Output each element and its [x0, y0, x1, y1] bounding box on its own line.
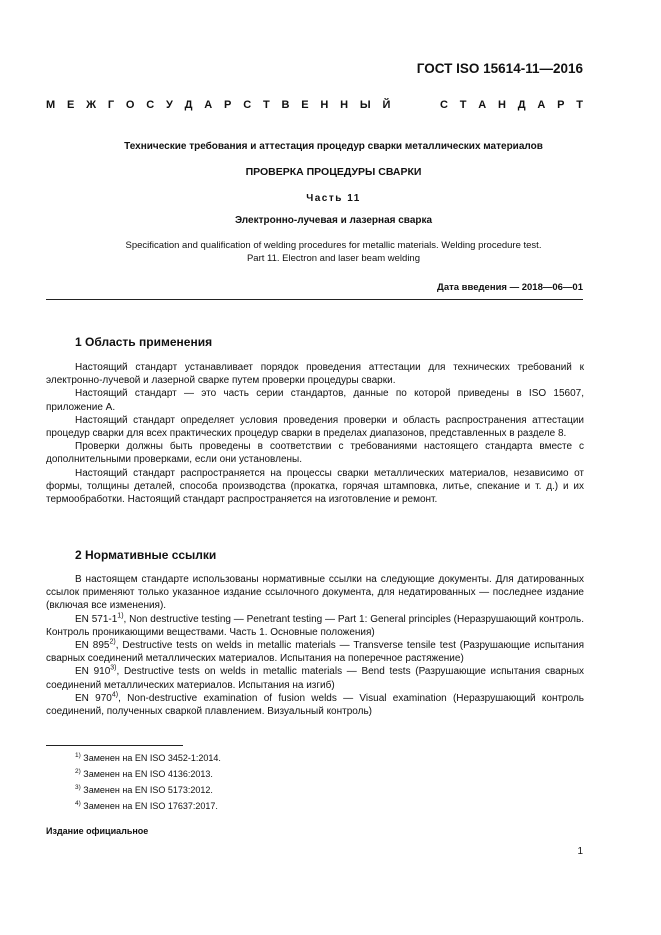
footnote-text: Заменен на EN ISO 5173:2012. [80, 785, 213, 795]
banner-letter: Т [459, 99, 467, 111]
footnote-mark: 4) [75, 800, 81, 807]
footnote-mark: 2) [75, 768, 81, 775]
banner-letter: С [243, 99, 252, 111]
standard-type-banner [46, 99, 583, 111]
paragraph: Настоящий стандарт — это часть серии стандартов, данные по которой приведены в ISO 15607, приложение А. [46, 388, 584, 413]
banner-letter: Р [224, 99, 232, 111]
footnote-mark: 1) [117, 612, 124, 620]
banner-letter: Р [557, 99, 565, 111]
header-divider [46, 299, 583, 300]
title-line-main: ПРОВЕРКА ПРОЦЕДУРЫ СВАРКИ [245, 166, 422, 178]
english-title-line1: Specification and qualification of welding procedures for metallic materials. Welding procedure test. [125, 240, 542, 251]
footnote [75, 766, 221, 782]
footnote-mark: 3) [110, 665, 117, 673]
paragraph: Проверки должны быть проведены в соответствии с требованиями настоящего стандарта вместе с дополнительными проверками, если они установлены. [46, 441, 584, 466]
section1-heading: 1 Область применения [75, 335, 213, 349]
title-line-general: Технические требования и аттестация процедур сварки металлических материалов [124, 141, 543, 152]
banner-letter: У [166, 99, 173, 111]
section2-body [46, 573, 584, 718]
footnote [75, 798, 221, 814]
reference-text: , Non-destructive examination of fusion welds — Visual examination (Неразрушающий контроль соединений, полученных сваркой плавлением. Визуальный контроль) [46, 692, 585, 718]
reference-text: , Non destructive testing — Penetrant testing — Part 1: General principles (Неразрушающий контроль. Контроль проникающими веществами. Часть 1. Основные положения) [46, 613, 584, 638]
title-part-number: Часть 11 [306, 193, 361, 204]
banner-letter: С [146, 99, 155, 111]
banner-letter: Т [576, 99, 583, 111]
reference-code: EN 970 [75, 692, 112, 704]
banner-letter: Ы [359, 99, 371, 111]
footnotes [75, 750, 221, 814]
reference-entry [46, 639, 584, 665]
reference-entry [46, 665, 584, 691]
banner-letter: А [537, 99, 546, 111]
footnote [75, 782, 221, 798]
reference-code: EN 910 [75, 666, 111, 678]
banner-letter: Д [517, 99, 526, 111]
banner-letter: Г [107, 99, 115, 111]
document-code: ГОСТ ISO 15614-11—2016 [416, 61, 583, 76]
reference-entry [46, 613, 584, 639]
banner-letter: В [281, 99, 290, 111]
reference-text: , Destructive tests on welds in metallic materials — Bend tests (Разрушающие испытания сварных соединений металлических материалов. Испытания на изгиб) [46, 666, 585, 691]
reference-code: EN 895 [75, 640, 110, 652]
footnote-divider [46, 745, 183, 746]
footnote-text: Заменен на EN ISO 3452-1:2014. [80, 753, 221, 763]
banner-letter: Н [320, 99, 329, 111]
paragraph: Настоящий стандарт устанавливает порядок проведения аттестации для технических требований к электронно-лучевой и лазерной сварке путем проверки процедуры сварки. [46, 362, 584, 387]
footnote-text: Заменен на EN ISO 17637:2017. [80, 801, 218, 811]
banner-letter: С [439, 99, 448, 111]
banner-letter: А [478, 99, 487, 111]
section1-body [46, 361, 584, 506]
footnote-mark: 1) [75, 752, 81, 759]
banner-letter: Е [66, 99, 75, 111]
edition-label: Издание официальное [46, 826, 149, 836]
banner-letter: А [204, 99, 213, 111]
banner-letter: Н [340, 99, 349, 111]
paragraph: В настоящем стандарте использованы нормативные ссылки на следующие документы. Для датированных ссылок применяют только указанное издание ссылочного документа, для недатированных — последнее издание (включая все изменения). [46, 574, 584, 612]
banner-letter: Н [497, 99, 506, 111]
footnote-mark: 2) [109, 638, 116, 646]
page-number: 1 [577, 846, 583, 857]
banner-letter: Д [184, 99, 193, 111]
banner-letter: М [46, 99, 56, 111]
english-title-line2: Part 11. Electron and laser beam welding [246, 253, 421, 264]
footnote [75, 750, 221, 766]
banner-letter: Ж [86, 99, 97, 111]
banner-letter: Е [301, 99, 309, 111]
reference-entry [46, 692, 584, 718]
footnote-mark: 3) [75, 784, 81, 791]
section2-heading: 2 Нормативные ссылки [75, 548, 217, 562]
reference-code: EN 571-1 [75, 613, 118, 625]
paragraph: Настоящий стандарт определяет условия проведения проверки и область распространения аттестации процедур сварки для всех практических процедур сварки в пределах диапазонов, представленных в разделе 8. [46, 414, 584, 440]
paragraph: Настоящий стандарт распространяется на процессы сварки металлических материалов, независимо от формы, толщины деталей, способа производства (прокатка, горячая штамповка, литье, спекание и т. д.) и их термообработки. Настоящий стандарт распространяется на изготовление и ремонт. [46, 467, 584, 506]
banner-letter: О [125, 99, 135, 111]
reference-text: , Destructive tests on welds in metallic materials — Transverse tensile test (Разрушающие испытания сварных соединений металлических материалов. Испытания на поперечное растяжение) [46, 640, 584, 665]
footnote-mark: 4) [111, 691, 119, 699]
introduction-date: Дата введения — 2018—06—01 [437, 282, 583, 293]
banner-gap [402, 99, 428, 111]
banner-letter: Й [382, 99, 391, 111]
banner-letter: Т [262, 99, 270, 111]
footnote-text: Заменен на EN ISO 4136:2013. [80, 769, 213, 779]
title-part-name: Электронно-лучевая и лазерная сварка [234, 215, 433, 226]
